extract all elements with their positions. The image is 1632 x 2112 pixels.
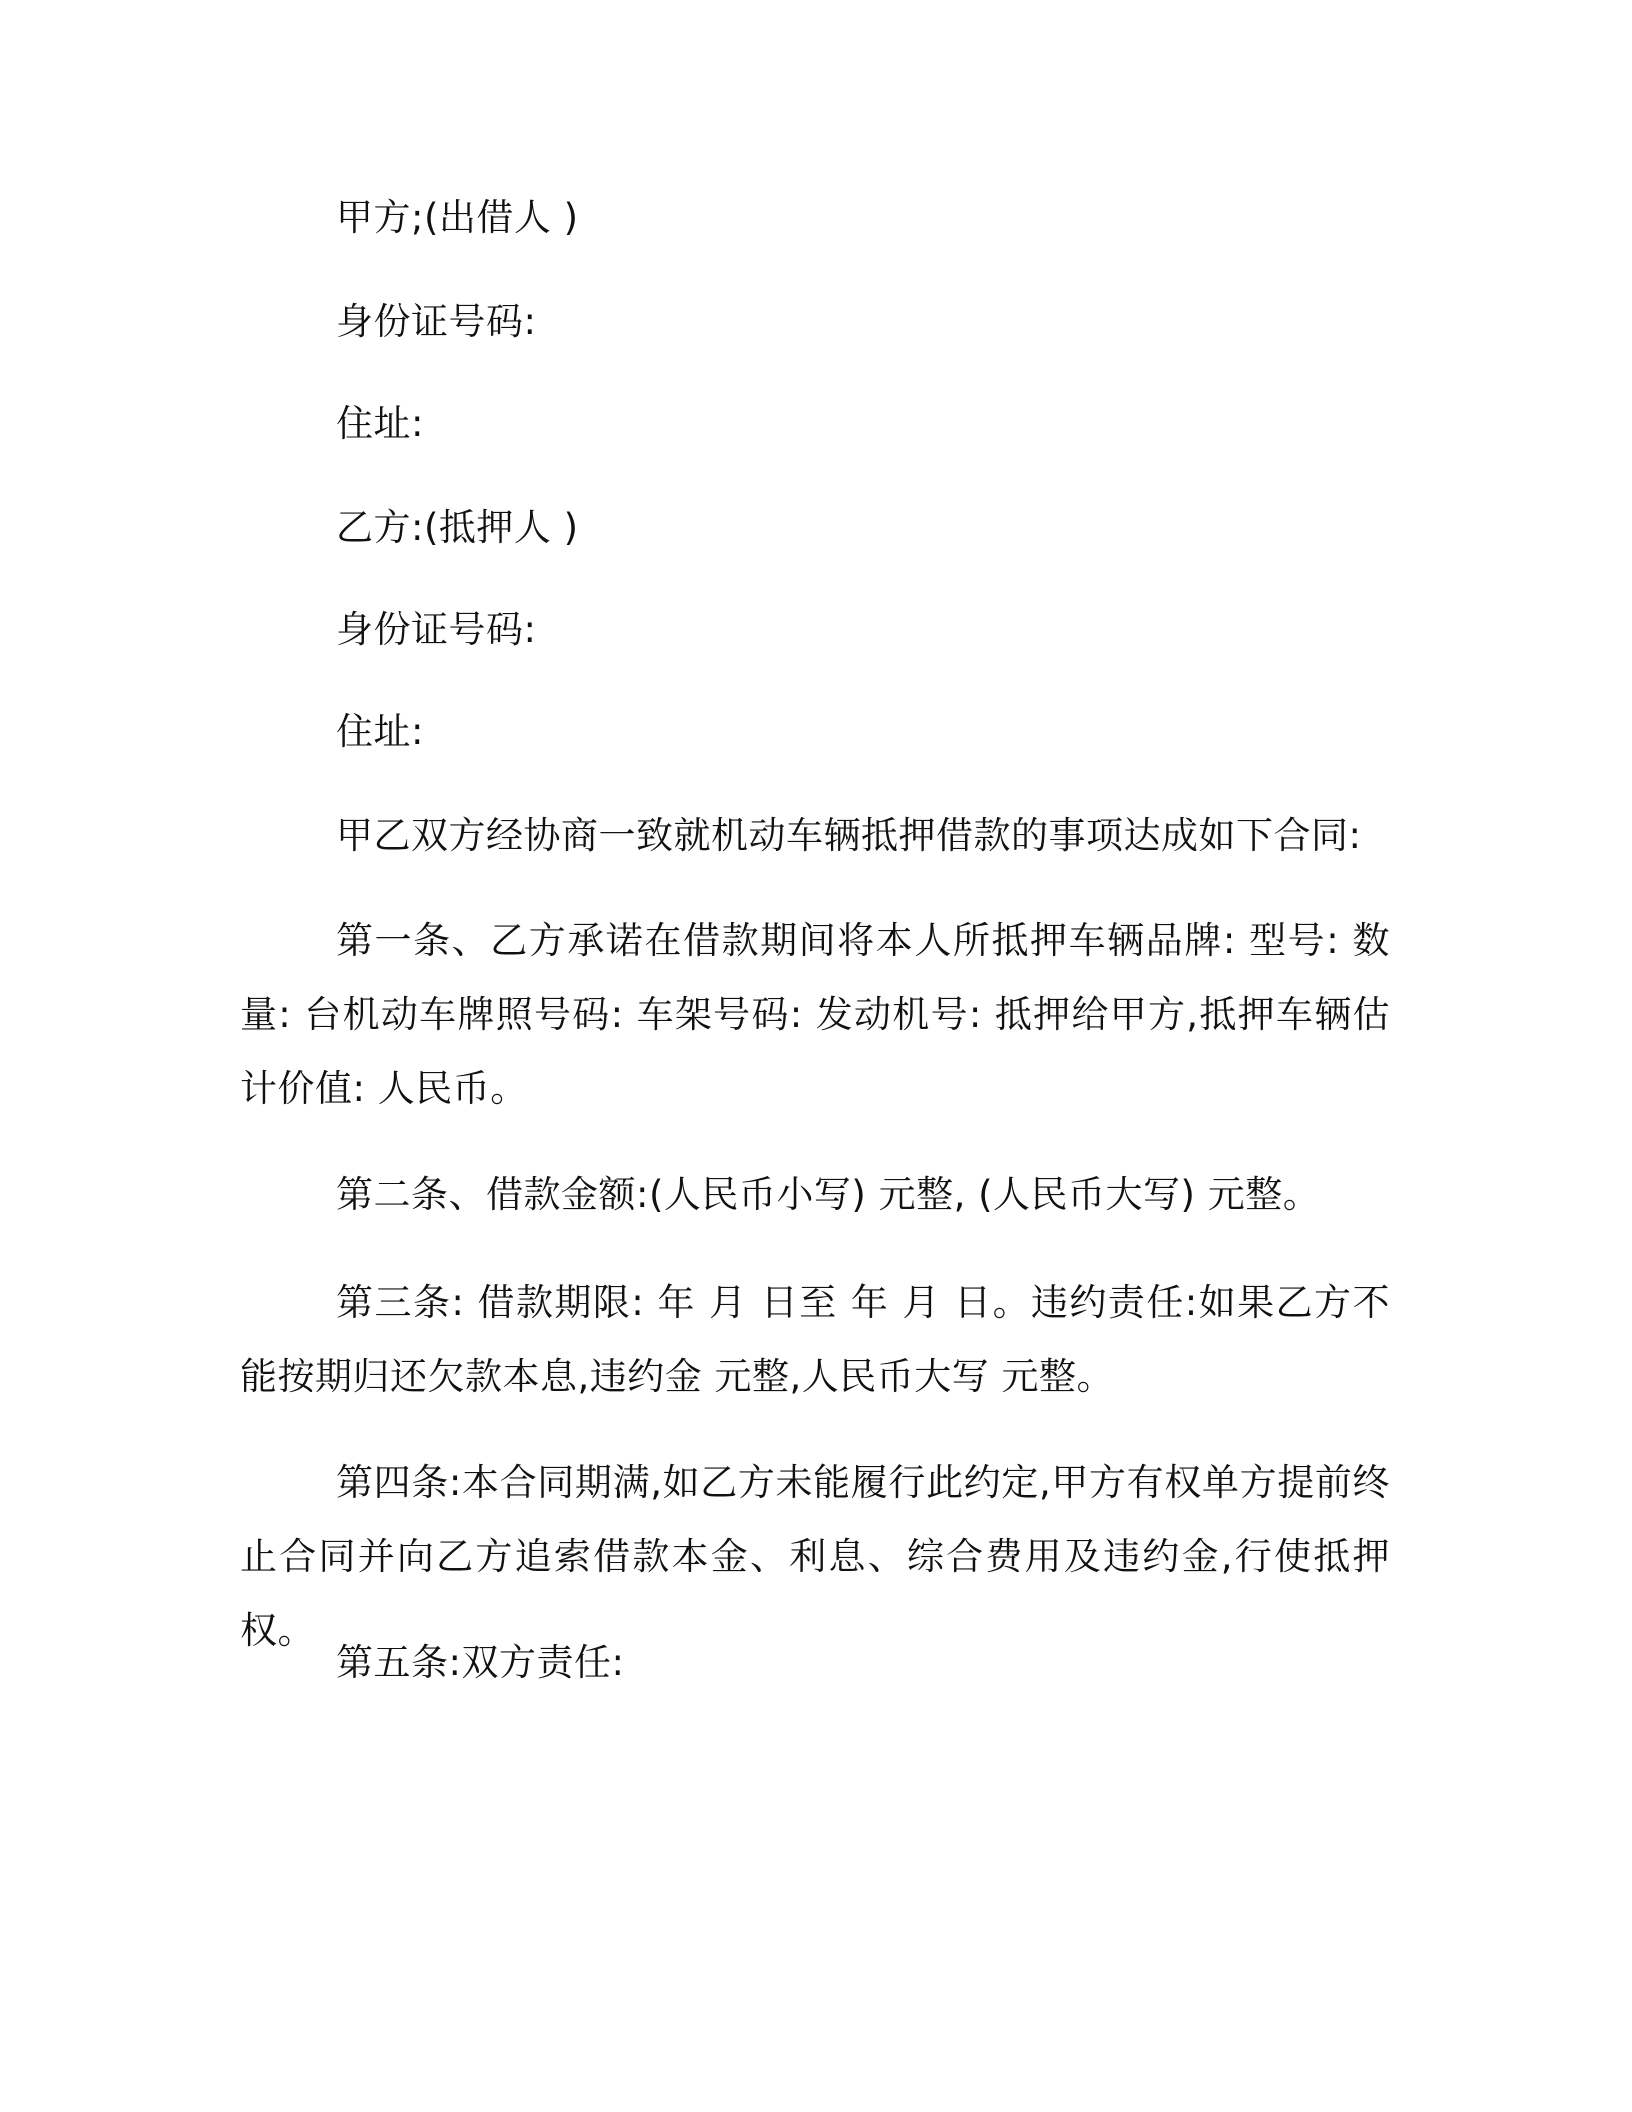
party-a-line: 甲方;(出借人 ): [336, 196, 579, 239]
party-b-line: 乙方:(抵押人 ): [336, 506, 579, 549]
article-5: 第五条:双方责任:: [336, 1641, 625, 1684]
article-1: 第一条、乙方承诺在借款期间将本人所抵押车辆品牌: 型号: 数量: 台机动车牌照号码: 车架号码: 发动机号: 抵押给甲方,抵押车辆估计价值: 人民币。: [240, 919, 1390, 1110]
article-4: 第四条:本合同期满,如乙方未能履行此约定,甲方有权单方提前终止合同并向乙方追索借款本金、利息、综合费用及违约金,行使抵押权。: [240, 1461, 1390, 1652]
article-2: 第二条、借款金额:(人民币小写) 元整, (人民币大写) 元整。: [336, 1173, 1321, 1216]
intro-paragraph: 甲乙双方经协商一致就机动车辆抵押借款的事项达成如下合同:: [336, 814, 1362, 857]
party-b-id-line: 身份证号码:: [336, 608, 537, 651]
article-3: 第三条: 借款期限: 年 月 日至 年 月 日。违约责任:如果乙方不能按期归还欠款本息,违约金 元整,人民币大写 元整。: [240, 1281, 1390, 1398]
party-a-address-line: 住址:: [336, 402, 424, 445]
party-b-address-line: 住址:: [336, 710, 424, 753]
party-a-id-line: 身份证号码:: [336, 300, 537, 343]
